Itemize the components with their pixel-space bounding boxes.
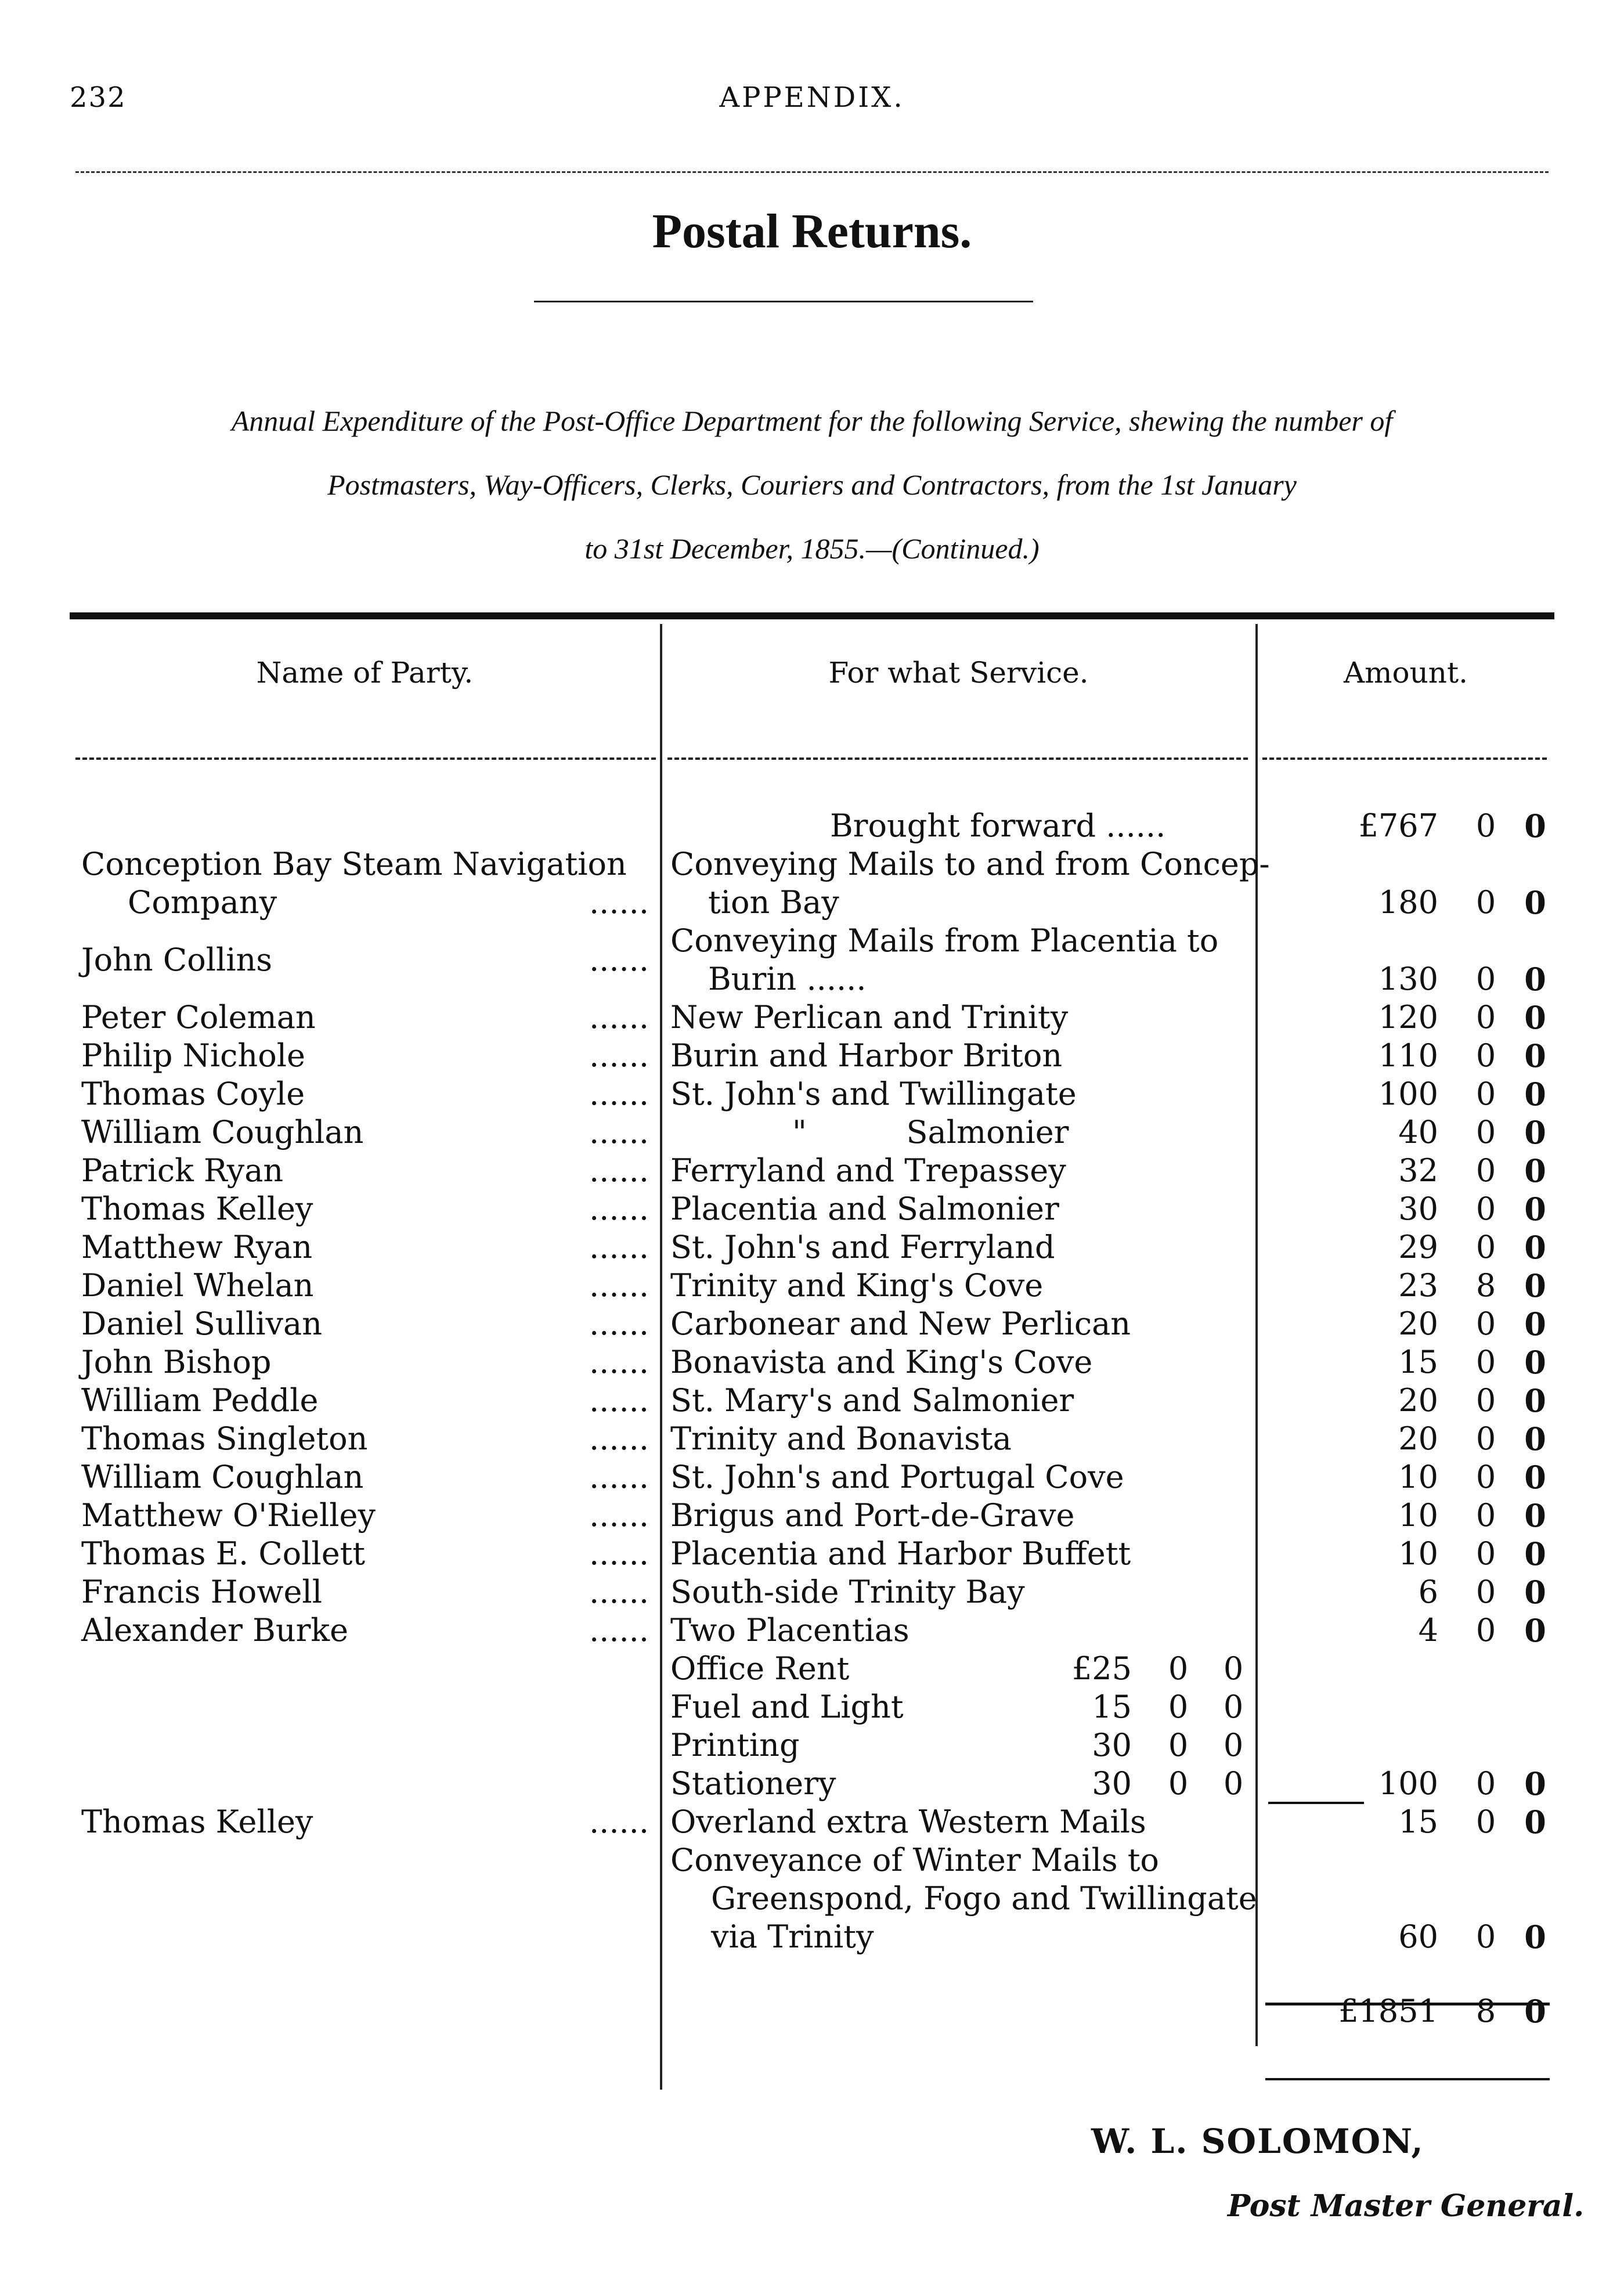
amount-pence: 0 <box>1524 1497 1546 1534</box>
amount-pounds: 20 <box>1398 1382 1438 1419</box>
brought-forward-row <box>0 807 1624 845</box>
column-header-name: Name of Party. <box>256 656 474 690</box>
service: St. John's and Portugal Cove <box>670 1459 1124 1495</box>
amount-pence: 0 <box>1524 1114 1546 1151</box>
table-row <box>0 1535 1624 1573</box>
leader-dots: ...... <box>589 1535 649 1572</box>
amount-shillings: 0 <box>1475 1305 1496 1342</box>
running-head <box>70 81 1554 128</box>
amount-pounds: 60 <box>1398 1918 1438 1955</box>
signatory-name: W. L. SOLOMON, <box>1091 2122 1424 2161</box>
leader-dots: ...... <box>589 1191 649 1227</box>
header-underline <box>75 757 656 760</box>
amount-shillings: 0 <box>1475 1229 1496 1265</box>
service: Placentia and Salmonier <box>670 1191 1059 1227</box>
leader-dots: ...... <box>589 1229 649 1265</box>
party-name: John Bishop <box>81 1344 272 1380</box>
amount-pounds: 100 <box>1378 1076 1438 1112</box>
amount-pence: 0 <box>1524 999 1546 1036</box>
office-expense-label: Stationery <box>670 1765 836 1802</box>
amount-shillings: 0 <box>1475 1574 1496 1610</box>
amount-pounds: 6 <box>1418 1574 1438 1610</box>
amount-pounds: 130 <box>1378 961 1438 997</box>
service-cont: via Trinity <box>711 1918 874 1955</box>
office-total-pence: 0 <box>1524 1765 1546 1802</box>
amount-pounds: 120 <box>1378 999 1438 1036</box>
office-expense-row <box>0 1650 1624 1688</box>
office-expense-shillings: 0 <box>1168 1689 1189 1725</box>
table-row <box>0 1037 1624 1075</box>
party-name: Daniel Sullivan <box>81 1305 322 1342</box>
leader-dots: ...... <box>589 1803 649 1840</box>
leader-dots: ...... <box>589 1076 649 1112</box>
table-row <box>0 1573 1624 1611</box>
amount-pence: 0 <box>1524 1344 1546 1381</box>
amount-shillings: 0 <box>1475 1037 1496 1074</box>
amount-pence: 0 <box>1524 961 1546 998</box>
table-row <box>0 998 1624 1037</box>
office-expense-pence: 0 <box>1223 1765 1244 1802</box>
amount-pounds: 23 <box>1398 1267 1438 1304</box>
office-total-pounds: 100 <box>1378 1765 1438 1802</box>
subtitle-line-3: to 31st December, 1855.—(Continued.) <box>584 532 1040 565</box>
leader-dots: ...... <box>589 1420 649 1457</box>
grand-total-row <box>0 1992 1624 2030</box>
total-rule-bottom <box>1265 2078 1550 2080</box>
signatory-title: Post Master General. <box>1228 2188 1585 2224</box>
leader-dots: ...... <box>589 1497 649 1534</box>
leader-dots: ...... <box>589 1612 649 1648</box>
service: St. John's and Twillingate <box>670 1076 1077 1112</box>
amount-pence: 0 <box>1524 1037 1546 1074</box>
office-expense-row <box>0 1726 1624 1765</box>
table-row <box>0 1496 1624 1535</box>
leader-dots: ...... <box>589 1344 649 1380</box>
amount-shillings: 0 <box>1475 961 1496 997</box>
table-row <box>0 845 1624 922</box>
amount-pounds: 29 <box>1398 1229 1438 1265</box>
amount-pence: 0 <box>1524 1459 1546 1496</box>
header-underline <box>667 757 1248 760</box>
amount-pounds: 20 <box>1398 1420 1438 1457</box>
office-total-shillings: 0 <box>1475 1765 1496 1802</box>
leader-dots: ...... <box>589 1382 649 1419</box>
amount-shillings: 0 <box>1475 1612 1496 1648</box>
party-name: Thomas Singleton <box>81 1420 368 1457</box>
table-top-rule <box>70 612 1554 619</box>
grand-total-shillings: 8 <box>1475 1993 1496 2029</box>
service: Two Placentias <box>670 1612 910 1648</box>
amount-pounds: £767 <box>1358 807 1438 844</box>
amount-pence: 0 <box>1524 1267 1546 1304</box>
office-expense-shillings: 0 <box>1168 1765 1189 1802</box>
service: St. Mary's and Salmonier <box>670 1382 1074 1419</box>
leader-dots: ...... <box>589 884 649 921</box>
amount-pounds: 15 <box>1398 1344 1438 1380</box>
service: St. John's and Ferryland <box>670 1229 1055 1265</box>
column-header-amount: Amount. <box>1343 656 1468 690</box>
office-expense-label: Fuel and Light <box>670 1689 904 1725</box>
party-name: Thomas Kelley <box>81 1191 313 1227</box>
leader-dots: ...... <box>589 1574 649 1610</box>
amount-pounds: 180 <box>1378 884 1438 921</box>
table-row <box>0 1190 1624 1228</box>
amount-pence: 0 <box>1524 1191 1546 1228</box>
table-row <box>0 1420 1624 1458</box>
office-expense-row <box>0 1688 1624 1726</box>
amount-shillings: 0 <box>1475 1459 1496 1495</box>
amount-shillings: 0 <box>1475 1191 1496 1227</box>
subtitle-line-1: Annual Expenditure of the Post-Office Department for the following Service, shewing the number of <box>231 405 1393 437</box>
amount-pounds: 40 <box>1398 1114 1438 1150</box>
amount-pence: 0 <box>1524 1918 1546 1956</box>
amount-pence: 0 <box>1524 1152 1546 1189</box>
title-rule <box>534 301 1033 302</box>
amount-shillings: 8 <box>1475 1267 1496 1304</box>
service: Ferryland and Trepassey <box>670 1152 1066 1189</box>
service: Conveying Mails from Placentia to <box>670 922 1219 959</box>
leader-dots: ...... <box>589 1267 649 1304</box>
office-expense-pounds: £25 <box>1071 1650 1132 1687</box>
table-row <box>0 1113 1624 1152</box>
service: " Salmonier <box>792 1114 1069 1150</box>
party-name: Thomas Coyle <box>81 1076 305 1112</box>
amount-shillings: 0 <box>1475 1114 1496 1150</box>
office-expense-pence: 0 <box>1223 1689 1244 1725</box>
amount-shillings: 0 <box>1475 1918 1496 1955</box>
header-rule <box>75 171 1549 173</box>
service: South-side Trinity Bay <box>670 1574 1025 1610</box>
service: Bonavista and King's Cove <box>670 1344 1093 1380</box>
amount-pounds: 10 <box>1398 1497 1438 1534</box>
office-expense-pence: 0 <box>1223 1727 1244 1763</box>
office-expense-shillings: 0 <box>1168 1727 1189 1763</box>
table-row <box>0 1152 1624 1190</box>
office-expense-label: Printing <box>670 1727 800 1763</box>
table-row <box>0 1841 1624 1956</box>
party-name: Peter Coleman <box>81 999 316 1036</box>
brought-forward-label: Brought forward ...... <box>830 807 1166 844</box>
ledger-rows <box>0 807 1624 2030</box>
subtotal-rule <box>1268 1802 1364 1804</box>
leader-dots: ...... <box>589 942 649 978</box>
amount-pence: 0 <box>1524 1229 1546 1266</box>
service: Conveying Mails to and from Concep- <box>670 846 1270 882</box>
party-name: William Coughlan <box>81 1459 364 1495</box>
amount-shillings: 0 <box>1475 1497 1496 1534</box>
amount-shillings: 0 <box>1475 1076 1496 1112</box>
amount-shillings: 0 <box>1475 999 1496 1036</box>
service-cont: Burin ...... <box>708 961 867 997</box>
amount-pence: 0 <box>1524 1535 1546 1572</box>
amount-pounds: 15 <box>1398 1803 1438 1840</box>
amount-pence: 0 <box>1524 1382 1546 1419</box>
service: Trinity and King's Cove <box>670 1267 1044 1304</box>
party-name: Daniel Whelan <box>81 1267 314 1304</box>
amount-pounds: 10 <box>1398 1535 1438 1572</box>
leader-dots: ...... <box>589 1037 649 1074</box>
table-row <box>0 1458 1624 1496</box>
header-underline <box>1262 757 1547 760</box>
amount-pounds: 20 <box>1398 1305 1438 1342</box>
amount-pence: 0 <box>1524 1305 1546 1343</box>
leader-dots: ...... <box>589 1152 649 1189</box>
subtitle <box>70 389 1554 580</box>
amount-pence: 0 <box>1524 884 1546 921</box>
office-expense-row <box>0 1765 1624 1803</box>
service: Brigus and Port-de-Grave <box>670 1497 1075 1534</box>
amount-pence: 0 <box>1524 1612 1546 1649</box>
subtitle-line-2: Postmasters, Way-Officers, Clerks, Couriers and Contractors, from the 1st January <box>327 468 1297 501</box>
party-name: John Collins <box>81 942 273 978</box>
amount-shillings: 0 <box>1475 1803 1496 1840</box>
party-name: Matthew Ryan <box>81 1229 313 1265</box>
table-row <box>0 1343 1624 1381</box>
leader-dots: ...... <box>589 1305 649 1342</box>
service: Overland extra Western Mails <box>670 1803 1146 1840</box>
page-title: Postal Returns. <box>652 204 972 258</box>
amount-shillings: 0 <box>1475 1535 1496 1572</box>
total-rule-top <box>1265 2003 1550 2005</box>
office-expense-pounds: 30 <box>1092 1727 1132 1763</box>
party-name: Philip Nichole <box>81 1037 305 1074</box>
party-name: Thomas E. Collett <box>81 1535 366 1572</box>
grand-total-pence: 0 <box>1524 1993 1546 2030</box>
amount-pence: 0 <box>1524 1803 1546 1841</box>
table-row <box>0 1305 1624 1343</box>
service: New Perlican and Trinity <box>670 999 1069 1036</box>
table-row <box>0 922 1624 998</box>
column-header-service: For what Service. <box>828 656 1089 690</box>
leader-dots: ...... <box>589 999 649 1036</box>
party-name-cont: Company <box>128 884 277 921</box>
amount-shillings: 0 <box>1475 1382 1496 1419</box>
service: Burin and Harbor Briton <box>670 1037 1063 1074</box>
party-name: Conception Bay Steam Navigation <box>81 846 627 882</box>
table-row <box>0 1267 1624 1305</box>
page-number: 232 <box>70 81 127 114</box>
office-expense-pence: 0 <box>1223 1650 1244 1687</box>
table-row <box>0 1381 1624 1420</box>
service-cont: tion Bay <box>708 884 839 921</box>
amount-shillings: 0 <box>1475 1420 1496 1457</box>
amount-pounds: 4 <box>1418 1612 1438 1648</box>
amount-shillings: 0 <box>1475 884 1496 921</box>
amount-pence: 0 <box>1524 1420 1546 1458</box>
running-title: APPENDIX. <box>719 81 905 114</box>
amount-pounds: 32 <box>1398 1152 1438 1189</box>
table-row <box>0 1228 1624 1267</box>
table-row <box>0 1075 1624 1113</box>
amount-pence: 0 <box>1524 1076 1546 1113</box>
amount-pounds: 10 <box>1398 1459 1438 1495</box>
service: Carbonear and New Perlican <box>670 1305 1131 1342</box>
party-name: Francis Howell <box>81 1574 322 1610</box>
office-expense-pounds: 30 <box>1092 1765 1132 1802</box>
leader-dots: ...... <box>589 1459 649 1495</box>
party-name: William Coughlan <box>81 1114 364 1150</box>
service: Placentia and Harbor Buffett <box>670 1535 1131 1572</box>
party-name: Patrick Ryan <box>81 1152 284 1189</box>
amount-shillings: 0 <box>1475 1344 1496 1380</box>
grand-total-pounds: £1851 <box>1338 1993 1438 2029</box>
party-name: Alexander Burke <box>81 1612 349 1648</box>
table-row <box>0 1803 1624 1841</box>
party-name: William Peddle <box>81 1382 319 1419</box>
party-name: Matthew O'Rielley <box>81 1497 376 1534</box>
table-row <box>0 1611 1624 1650</box>
service-cont: Greenspond, Fogo and Twillingate <box>711 1880 1257 1917</box>
office-expense-pounds: 15 <box>1092 1689 1132 1725</box>
party-name: Thomas Kelley <box>81 1803 313 1840</box>
amount-shillings: 0 <box>1475 1152 1496 1189</box>
office-expense-label: Office Rent <box>670 1650 850 1687</box>
amount-pounds: 30 <box>1398 1191 1438 1227</box>
service: Conveyance of Winter Mails to <box>670 1842 1159 1878</box>
service: Trinity and Bonavista <box>670 1420 1012 1457</box>
amount-shillings: 0 <box>1475 807 1496 844</box>
amount-pounds: 110 <box>1378 1037 1438 1074</box>
amount-pence: 0 <box>1524 1574 1546 1611</box>
amount-pence: 0 <box>1524 807 1546 845</box>
office-expense-shillings: 0 <box>1168 1650 1189 1687</box>
leader-dots: ...... <box>589 1114 649 1150</box>
